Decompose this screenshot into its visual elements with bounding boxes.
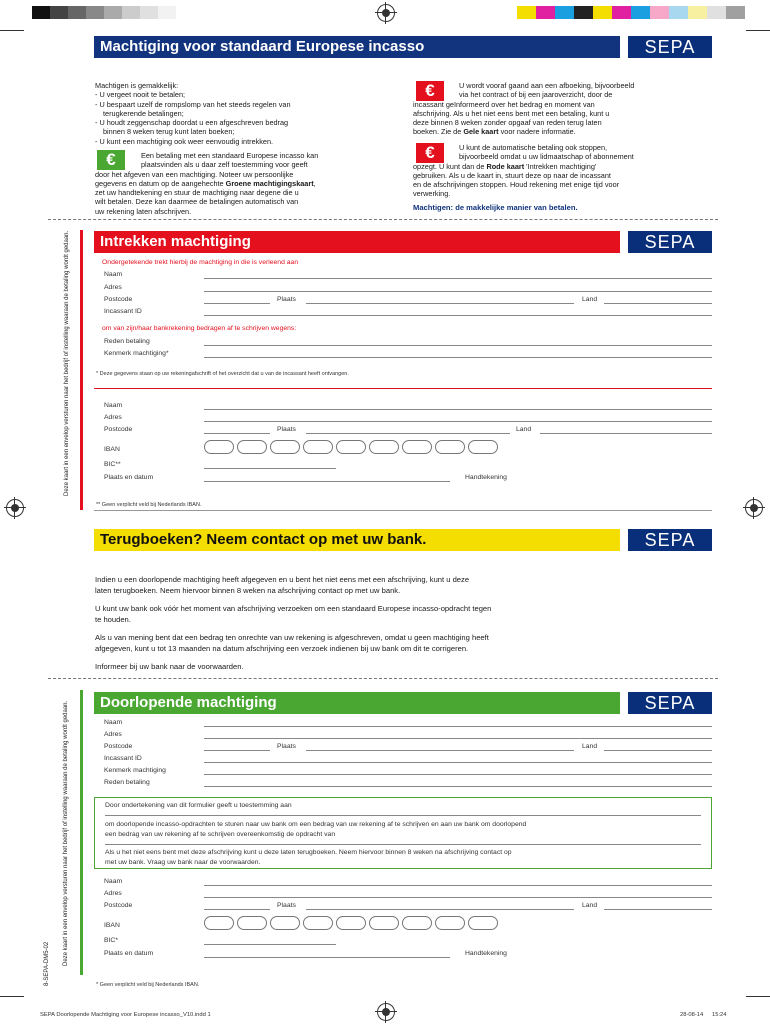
section-title-intrekken: Intrekken machtiging — [94, 231, 620, 253]
color-swatch — [104, 6, 122, 19]
iban-input[interactable] — [204, 916, 502, 930]
footer-filename: SEPA Doorlopende Machtiging voor Europese incasso_V10.indd 1 — [40, 1012, 211, 1018]
footer-date: 28-08-14 — [680, 1012, 704, 1018]
field-line-reden[interactable] — [204, 345, 712, 346]
field-line-incassant-id[interactable] — [204, 315, 712, 316]
footer-time: 15:24 — [712, 1012, 727, 1018]
field-label-adres: Adres — [104, 890, 122, 897]
iban-char-group[interactable] — [468, 916, 498, 930]
field-label-kenmerk: Kenmerk machtiging — [104, 767, 166, 774]
color-swatch — [574, 6, 593, 19]
color-swatch — [650, 6, 669, 19]
vertical-instruction: Deze kaart in een envelop versturen naar het bedrijf of instelling waaraan de betaling wordt gedaan. — [64, 230, 70, 496]
color-swatch — [32, 6, 50, 19]
field-line-postcode[interactable] — [204, 909, 270, 910]
field-line-plaats-datum[interactable] — [204, 957, 450, 958]
crop-mark — [0, 30, 24, 31]
footnote: ** Geen verplicht veld bij Nederlands IBAN. — [96, 502, 202, 508]
consent-text: Door ondertekening van dit formulier geeft u toestemming aan — [105, 802, 292, 809]
field-label-adres: Adres — [104, 284, 122, 291]
iban-char-group[interactable] — [369, 916, 399, 930]
field-line-naam[interactable] — [204, 885, 712, 886]
intro-list: Machtigen is gemakkelijk: - U vergeet nooit te betalen; - U bespaart uzelf de rompslomp van het steeds regelen van terugkerende betalingen; - U houdt zeggenschap doordat u een afgeschreven bedrag binnen 8 weken terug kunt laten boeken; - U kunt een machtiging ook weer eenvoudig intrekken. — [95, 81, 291, 146]
field-line-postcode[interactable] — [204, 303, 270, 304]
color-swatch — [86, 6, 104, 19]
divider — [94, 510, 712, 511]
iban-char-group[interactable] — [270, 440, 300, 454]
field-line-plaats-datum[interactable] — [204, 481, 450, 482]
euro-icon-red: € — [416, 143, 444, 163]
yellow-card-paragraph: U wordt vooraf gaand aan een afboeking, bijvoorbeeld via het contract of bij een jaaroverzicht, door de incassant geïnformeerd over het bedrag en moment van afschrijving. Als u het niet eens bent met een betaling, kunt u deze binnen 8 weken zonder opgaaf van reden terug laten boeken. Zie de Gele kaart voor nadere informatie. — [413, 81, 635, 137]
field-label-reden: Reden betaling — [104, 779, 150, 786]
form-code: 8-SEPA-DM5-02 — [44, 941, 50, 986]
field-label-bic: BIC** — [104, 461, 121, 468]
field-label-plaats: Plaats — [277, 426, 296, 433]
footnote: * Geen verplicht veld bij Nederlands IBAN. — [96, 982, 200, 988]
field-label-iban: IBAN — [104, 922, 120, 929]
field-label-plaats: Plaats — [277, 902, 296, 909]
field-label-naam: Naam — [104, 402, 123, 409]
iban-char-group[interactable] — [237, 440, 267, 454]
field-label-adres: Adres — [104, 414, 122, 421]
cut-line — [48, 219, 718, 220]
sepa-logo: SEPA — [628, 529, 712, 551]
field-label-reden: Reden betaling — [104, 338, 150, 345]
field-line-bic[interactable] — [204, 944, 336, 945]
field-label-handtekening: Handtekening — [465, 950, 507, 957]
iban-char-group[interactable] — [204, 916, 234, 930]
color-swatch — [555, 6, 574, 19]
field-line-land[interactable] — [604, 750, 712, 751]
field-line-naam[interactable] — [204, 726, 712, 727]
consent-text: om doorlopende incasso-opdrachten te sturen naar uw bank om een bedrag van uw rekening af te schrijven en aan uw bank om doorlopend een bedrag van uw rekening af te schrijven overeenkomstig de opdracht van — [105, 821, 527, 838]
field-label-incassant-id: Incassant ID — [104, 755, 142, 762]
color-swatch — [68, 6, 86, 19]
field-label-postcode: Postcode — [104, 902, 133, 909]
field-line-reden[interactable] — [204, 786, 712, 787]
field-line-naam[interactable] — [204, 409, 712, 410]
registration-mark-left — [6, 499, 24, 517]
field-line-land[interactable] — [604, 303, 712, 304]
cut-line — [48, 678, 718, 679]
field-label-postcode: Postcode — [104, 426, 133, 433]
iban-char-group[interactable] — [435, 916, 465, 930]
iban-char-group[interactable] — [402, 440, 432, 454]
iban-char-group[interactable] — [303, 440, 333, 454]
field-label-naam: Naam — [104, 719, 123, 726]
field-line-kenmerk[interactable] — [204, 774, 712, 775]
iban-char-group[interactable] — [402, 916, 432, 930]
field-line-adres[interactable] — [204, 421, 712, 422]
field-label-plaats-datum: Plaats en datum — [104, 950, 154, 957]
field-line-postcode[interactable] — [204, 750, 270, 751]
field-line-incassant-id[interactable] — [204, 762, 712, 763]
color-swatch — [50, 6, 68, 19]
field-line-naam[interactable] — [204, 278, 712, 279]
euro-icon-green: € — [97, 150, 125, 170]
iban-char-group[interactable] — [336, 440, 366, 454]
color-swatch — [593, 6, 612, 19]
iban-char-group[interactable] — [204, 440, 234, 454]
field-label-naam: Naam — [104, 878, 123, 885]
field-label-adres: Adres — [104, 731, 122, 738]
field-label-land: Land — [516, 426, 532, 433]
iban-char-group[interactable] — [369, 440, 399, 454]
field-label-handtekening: Handtekening — [465, 474, 507, 481]
field-label-plaats: Plaats — [277, 743, 296, 750]
field-line-adres[interactable] — [204, 897, 712, 898]
field-label-iban: IBAN — [104, 446, 120, 453]
color-swatch — [612, 6, 631, 19]
euro-icon-red: € — [416, 81, 444, 101]
color-swatch — [707, 6, 726, 19]
red-margin-stripe — [80, 230, 83, 510]
field-label-land: Land — [582, 902, 598, 909]
red-rule — [94, 388, 712, 389]
intro-text: Ondergetekende trekt hierbij de machtiging in die is verleend aan — [102, 259, 299, 266]
consent-text: Als u het niet eens bent met deze afschrijving kunt u deze laten terugboeken. Neem hiervoor binnen 8 weken na afschrijving contact op met uw bank. Vraag uw bank naar de voorwaarden. — [105, 849, 512, 866]
section-title-machtiging: Machtiging voor standaard Europese incasso — [94, 36, 620, 58]
mid-text: om van zijn/haar bankrekening bedragen af te schrijven wegens: — [102, 325, 297, 332]
iban-char-group[interactable] — [270, 916, 300, 930]
field-label-kenmerk: Kenmerk machtiging* — [104, 350, 169, 357]
sepa-logo: SEPA — [628, 36, 712, 58]
field-label-postcode: Postcode — [104, 743, 133, 750]
footnote: * Deze gegevens staan op uw rekeningafschrift of het overzicht dat u van de incassant heeft ontvangen. — [96, 371, 349, 377]
vertical-instruction: Deze kaart in een envelop versturen naar het bedrijf of instelling waaraan de betaling wordt gedaan. — [63, 700, 69, 966]
crop-mark — [746, 30, 770, 31]
iban-input[interactable] — [204, 440, 502, 454]
field-line-plaats[interactable] — [306, 303, 574, 304]
color-swatch — [669, 6, 688, 19]
color-swatch — [536, 6, 555, 19]
color-swatch — [158, 6, 176, 19]
field-line-incassant[interactable] — [105, 815, 701, 816]
sepa-logo: SEPA — [628, 231, 712, 253]
iban-char-group[interactable] — [237, 916, 267, 930]
crop-mark — [746, 996, 770, 997]
field-label-bic: BIC* — [104, 937, 118, 944]
consent-box — [94, 797, 712, 869]
field-line-bic[interactable] — [204, 468, 336, 469]
color-swatch — [726, 6, 745, 19]
field-label-postcode: Postcode — [104, 296, 133, 303]
color-swatch — [631, 6, 650, 19]
field-line-incassant[interactable] — [105, 844, 701, 845]
field-label-incassant-id: Incassant ID — [104, 308, 142, 315]
green-card-paragraph: Een betaling met een standaard Europese incasso kan plaatsvinden als u daar zelf toestemming voor geeft door het afgeven van een machtiging. Noteer uw persoonlijke gegevens en datum op de aangehechte Groene machtigingskaart, zet uw handtekening en stuur de machtiging naar degene die u wilt betalen. Deze kan daarmee de betalingen automatisch van uw rekening laten afschrijven. — [95, 151, 319, 216]
iban-char-group[interactable] — [303, 916, 333, 930]
registration-mark-bottom — [377, 1003, 395, 1021]
field-line-land[interactable] — [540, 433, 712, 434]
field-line-plaats[interactable] — [306, 433, 510, 434]
iban-char-group[interactable] — [336, 916, 366, 930]
field-label-plaats: Plaats — [277, 296, 296, 303]
color-swatch — [517, 6, 536, 19]
red-card-paragraph: U kunt de automatische betaling ook stoppen, bijvoorbeeld omdat u uw lidmaatschap of abonnement opzegt. U kunt dan de Rode kaart 'Intrekken machtiging' gebruiken. Als u de kaart in, stuurt deze op naar de incassant en de afschrijvingen stoppen. Houd rekening met enige tijd voor verwerking. — [413, 143, 634, 199]
field-label-land: Land — [582, 296, 598, 303]
terugboeken-text: Indien u een doorlopende machtiging heeft afgegeven en u bent het niet eens met een afschrijving, kunt u deze laten terugboeken. Neem hiervoor binnen 8 weken na afschrijving contact op met uw bank. U kunt uw bank ook vóór het moment van afschrijving verzoeken om een standaard Europese incasso-opdracht tegen te houden. Als u van mening bent dat een bedrag ten onrechte van uw rekening is afgeschreven, omdat u geen machtiging heeft afgegeven, kunt u tot 13 maanden na datum afschrijving een verzoek indienen bij uw bank om dit te corrigeren. Informeer bij uw bank naar de voorwaarden. — [95, 575, 492, 671]
iban-char-group[interactable] — [468, 440, 498, 454]
field-label-land: Land — [582, 743, 598, 750]
iban-char-group[interactable] — [435, 440, 465, 454]
green-margin-stripe — [80, 690, 83, 975]
crop-mark — [0, 996, 24, 997]
field-line-plaats[interactable] — [306, 750, 574, 751]
tagline: Machtigen: de makkelijke manier van betalen. — [413, 203, 578, 212]
sepa-logo: SEPA — [628, 692, 712, 714]
section-title-doorlopende: Doorlopende machtiging — [94, 692, 620, 714]
field-line-plaats[interactable] — [306, 909, 574, 910]
color-swatch — [122, 6, 140, 19]
field-label-naam: Naam — [104, 271, 123, 278]
field-line-land[interactable] — [604, 909, 712, 910]
registration-mark-top — [377, 4, 395, 22]
field-line-kenmerk[interactable] — [204, 357, 712, 358]
field-line-adres[interactable] — [204, 291, 712, 292]
section-title-terugboeken: Terugboeken? Neem contact op met uw bank. — [94, 529, 620, 551]
field-line-postcode[interactable] — [204, 433, 270, 434]
color-swatch — [140, 6, 158, 19]
color-swatch — [688, 6, 707, 19]
registration-mark-right — [745, 499, 763, 517]
field-label-plaats-datum: Plaats en datum — [104, 474, 154, 481]
field-line-adres[interactable] — [204, 738, 712, 739]
